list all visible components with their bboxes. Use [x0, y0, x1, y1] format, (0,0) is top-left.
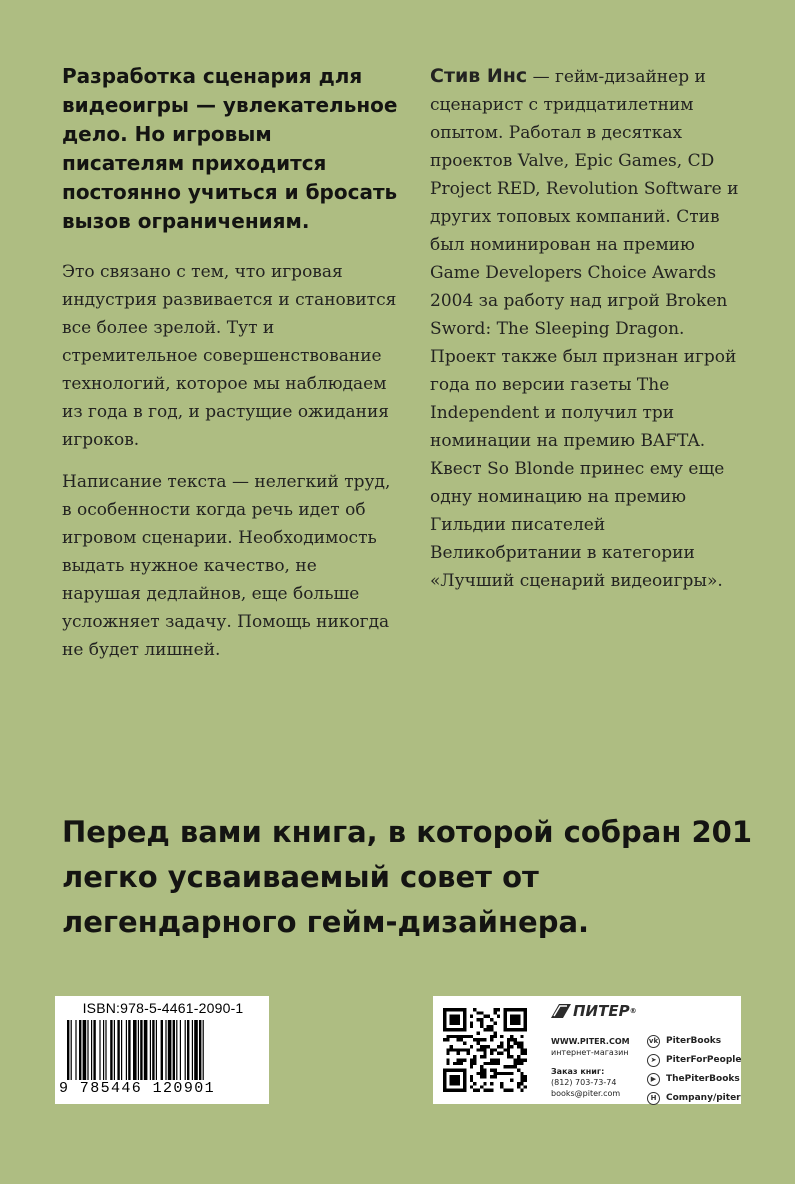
vk-icon: vk [647, 1035, 660, 1048]
qr-code-icon [443, 1008, 527, 1092]
shop-info [551, 1036, 630, 1058]
site-url[interactable]: WWW.PITER.COM [551, 1037, 630, 1046]
social-item[interactable] [647, 1032, 741, 1050]
bottom-lead: Перед вами книга, в которой собран 201 легко усваиваемый совет от легендарного гейм-дизайнера. [62, 815, 753, 939]
social-label: ThePiterBooks [666, 1074, 740, 1084]
social-label: Company/piter [666, 1093, 741, 1103]
left-lead: Разработка сценария для видеоигры — увлекательное дело. Но игровым писателям приходится постоянно учиться и бросать вызов ограничениям. [62, 64, 398, 233]
social-item[interactable] [647, 1070, 741, 1088]
left-paragraph-1: Это связано с тем, что игровая индустрия развивается и становится все более зрелой. Тут и стремительное совершенствование технологий, которое мы наблюдаем из года в год, и растущие ожидания игроков. [62, 262, 397, 450]
logo-registered: ® [629, 1007, 637, 1015]
author-name: Стив Инс [430, 65, 528, 87]
social-item[interactable] [647, 1051, 741, 1069]
author-bio: — гейм-дизайнер и сценарист с тридцатилетним опытом. Работал в десятках проектов Valve, Epic Games, CD Project RED, Revolution Software и других топовых компаний. Стив был номинирован на премию Game Developers Choice Awards 2004 за работу над игрой Broken Sword: The Sleeping Dragon. Проект также был признан игрой года по версии газеты The Independent и получил три номинации на премию BAFTA. Квест So Blonde принес ему еще одну номинацию на премию Гильдии писателей Великобритании в категории «Лучший сценарий видеоигры». [430, 67, 739, 591]
logo-swoosh-icon [551, 1004, 571, 1018]
social-item[interactable] [647, 1089, 741, 1107]
author-paragraph [430, 62, 750, 595]
order-info [551, 1066, 620, 1099]
order-email[interactable]: books@piter.com [551, 1089, 621, 1098]
order-heading: Заказ книг: [551, 1067, 605, 1076]
barcode-box [55, 996, 269, 1104]
telegram-icon: ➤ [647, 1054, 660, 1067]
social-label: PiterBooks [666, 1036, 722, 1046]
youtube-icon: ▶ [647, 1073, 660, 1086]
site-caption: интернет-магазин [551, 1048, 629, 1057]
habr-icon: H [647, 1092, 660, 1105]
barcode-icon [67, 1020, 259, 1080]
social-label: PiterForPeople [666, 1055, 742, 1065]
isbn-label: ISBN:978-5-4461-2090-1 [82, 1000, 244, 1016]
logo-text: ПИТЕР [573, 1002, 630, 1020]
left-column [62, 62, 398, 678]
right-column [430, 62, 750, 609]
publisher-logo [551, 1002, 637, 1020]
social-list [647, 1032, 741, 1108]
left-paragraph-2: Написание текста — нелегкий труд, в особенности когда речь идет об игровом сценарии. Необходимость выдать нужное качество, не нарушая дедлайнов, еще больше усложняет задачу. Помощь никогда не будет лишней. [62, 472, 391, 660]
barcode-digits: 9 785446 120901 [59, 1080, 216, 1097]
order-phone: (812) 703-73-74 [551, 1078, 617, 1087]
publisher-box [433, 996, 741, 1104]
